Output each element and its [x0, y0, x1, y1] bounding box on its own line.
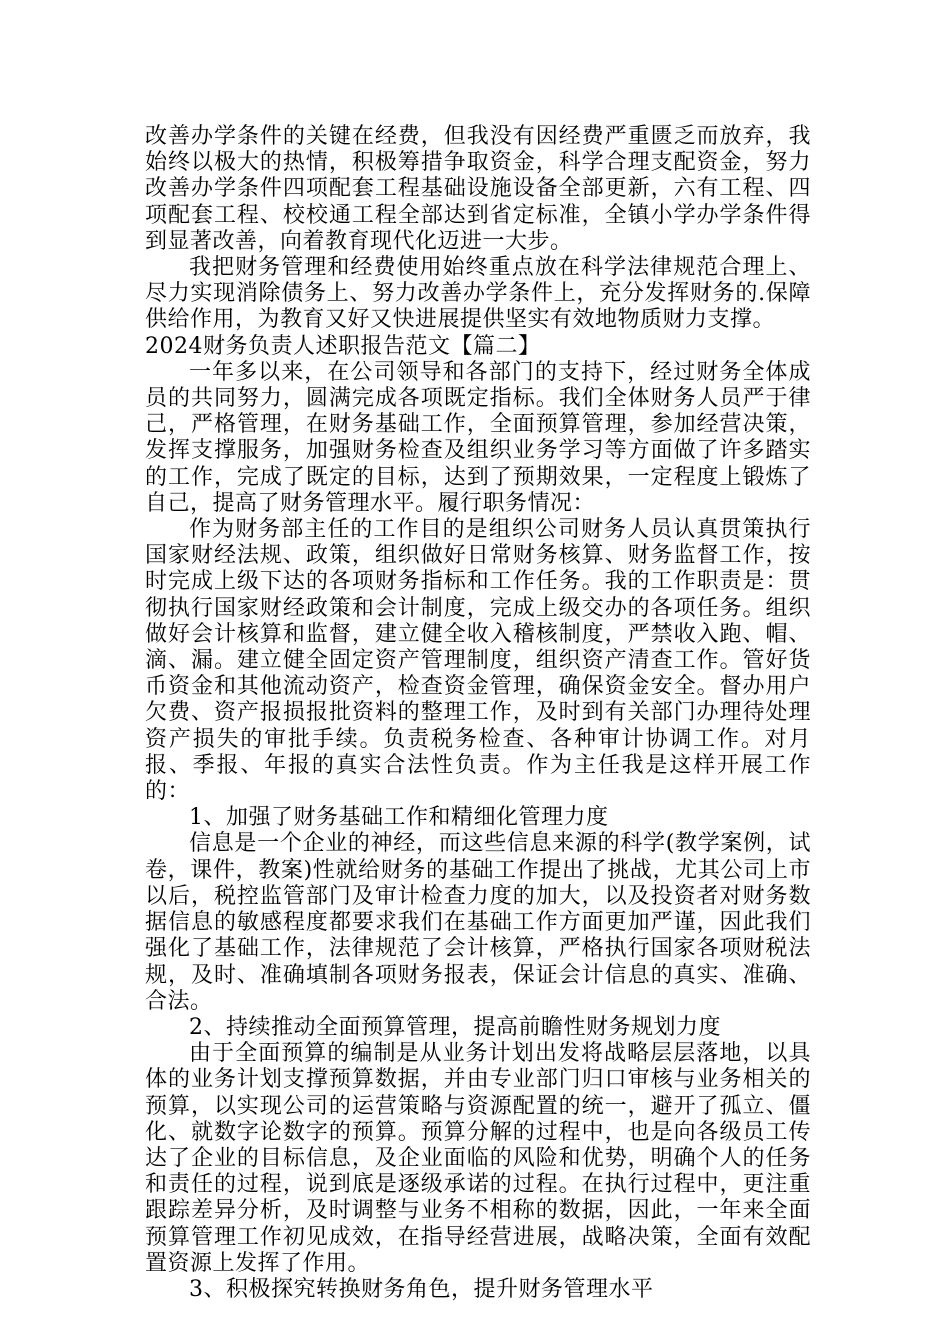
paragraph-item-1: 信息是一个企业的神经，而这些信息来源的科学(教学案例，试卷，课件，教案)性就给财务的基础工作提出了挑战，尤其公司上市以后，税控监管部门及审计检查力度的加大，以及投资者对财务数据信息的敏感程度都要求我们在基础工作方面更加严谨，因此我们强化了基础工作，法律规范了会计核算，严格执行国家各项财税法规，及时、准确填制各项财务报表，保证会计信息的真实、准确、合法。 — [145, 831, 811, 1014]
paragraph-duties: 作为财务部主任的工作目的是组织公司财务人员认真贯策执行国家财经法规、政策，组织做好日常财务核算、财务监督工作，按时完成上级下达的各项财务指标和工作任务。我的工作职责是：贯彻执行国家财经政策和会计制度，完成上级交办的各项任务。组织做好会计核算和监督，建立健全收入稽核制度，严禁收入跑、帽、滴、漏。建立健全固定资产管理制度，组织资产清查工作。管好货币资金和其他流动资产，检查资金管理，确保资金安全。督办用户欠费、资产报损报批资料的整理工作，及时到有关部门办理待处理资产损失的审批手续。负责税务检查、各种审计协调工作。对月报、季报、年报的真实合法性负责。作为主任我是这样开展工作的： — [145, 517, 811, 805]
subheading-item-1: 1、加强了财务基础工作和精细化管理力度 — [189, 805, 609, 831]
section-heading: 2024财务负责人述职报告范文【篇二】 — [145, 333, 541, 359]
document-body — [145, 124, 811, 1303]
paragraph-school-funding: 改善办学条件的关键在经费，但我没有因经费严重匮乏而放弃，我始终以极大的热情，积极筹措争取资金，科学合理支配资金，努力改善办学条件四项配套工程基础设施设备全部更新，六有工程、四项配套工程、校校通工程全部达到省定标准，全镇小学办学条件得到显著改善，向着教育现代化迈进一大步。 — [145, 124, 811, 254]
subheading-item-2: 2、持续推动全面预算管理，提高前瞻性财务规划力度 — [189, 1014, 721, 1040]
paragraph-overview: 一年多以来，在公司领导和各部门的支持下，经过财务全体成员的共同努力，圆满完成各项既定指标。我们全体财务人员严于律己，严格管理，在财务基础工作，全面预算管理，参加经营决策，发挥支撑服务，加强财务检查及组织业务学习等方面做了许多踏实的工作，完成了既定的目标，达到了预期效果，一定程度上锻炼了自己，提高了财务管理水平。履行职务情况： — [145, 359, 811, 516]
paragraph-finance-priority: 我把财务管理和经费使用始终重点放在科学法律规范合理上、尽力实现消除债务上、努力改善办学条件上，充分发挥财务的.保障供给作用，为教育又好又快进展提供坚实有效地物质财力支撑。 — [145, 255, 811, 333]
paragraph-item-2: 由于全面预算的编制是从业务计划出发将战略层层落地，以具体的业务计划支撑预算数据，并由专业部门归口审核与业务相关的预算，以实现公司的运营策略与资源配置的统一，避开了孤立、僵化、就数字论数字的预算。预算分解的过程中，也是向各级员工传达了企业的目标信息，及企业面临的风险和优势，明确个人的任务和责任的过程，说到底是逐级承诺的过程。在执行过程中，更注重跟踪差异分析，及时调整与业务不相称的数据，因此，一年来全面预算管理工作初见成效，在指导经营进展，战略决策，全面有效配置资源上发挥了作用。 — [145, 1041, 811, 1276]
subheading-item-3: 3、积极探究转换财务角色，提升财务管理水平 — [189, 1276, 654, 1302]
